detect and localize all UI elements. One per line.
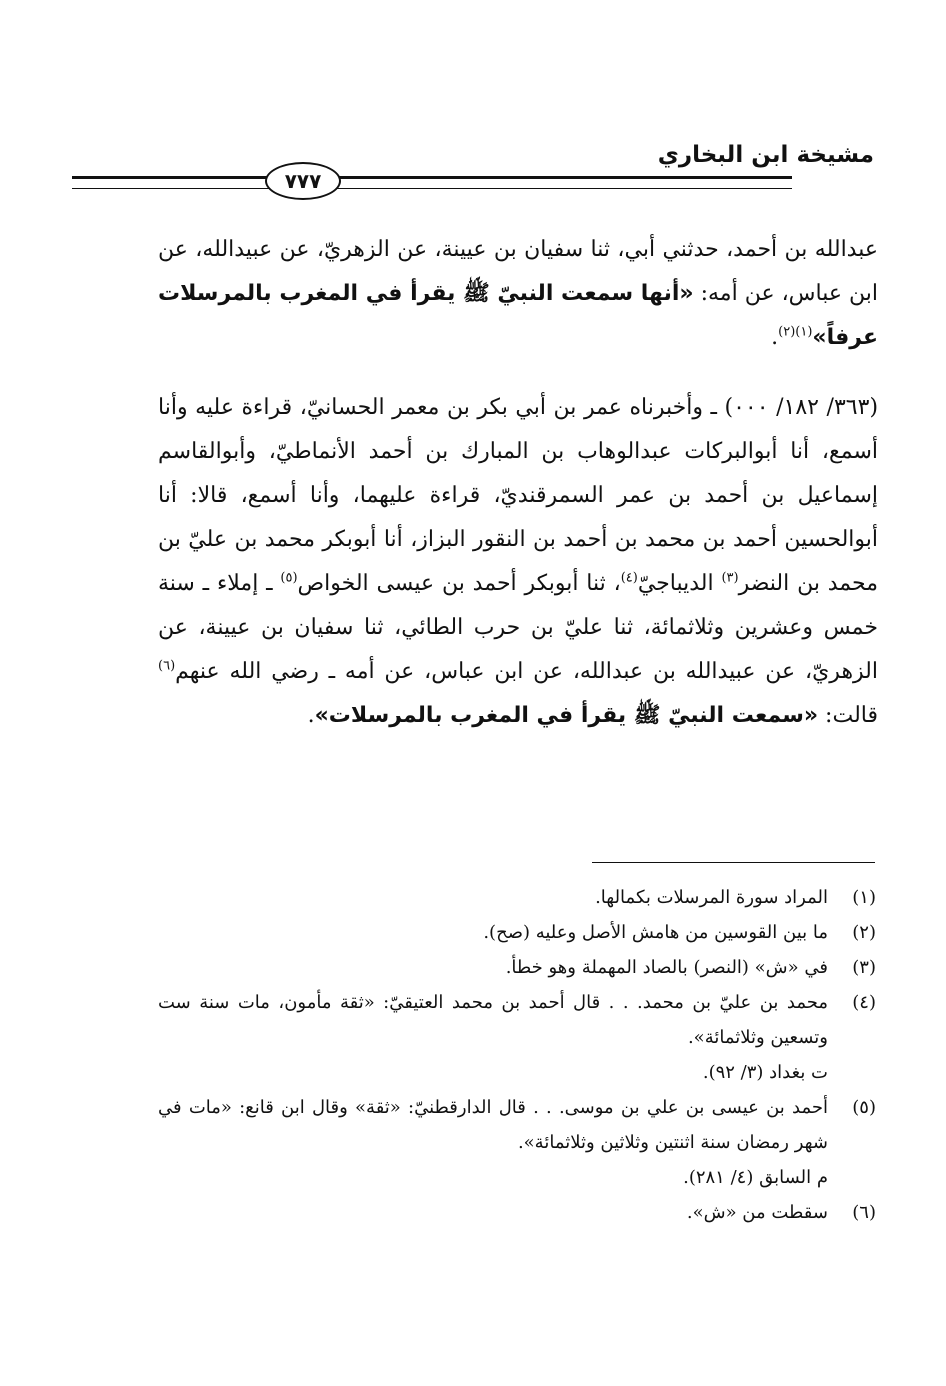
footnote-5 — [158, 1090, 876, 1195]
footnote-3 — [158, 950, 876, 985]
footnote-separator — [592, 862, 875, 863]
paragraph-1-text: عبدالله بن أحمد، حدثني أبي، ثنا سفيان بن عيينة، عن الزهريّ، عن عبيدالله، عن ابن عباس، عن أمه: — [158, 237, 878, 306]
footnote-4 — [158, 985, 876, 1090]
footnote-ref-1: (١) — [795, 324, 813, 340]
paragraph-2-end: . — [307, 703, 315, 728]
footnote-number: (٢) — [852, 922, 876, 943]
book-title: مشيخة ابن البخاري — [657, 142, 874, 168]
footnote-ref-2: (٢) — [778, 324, 796, 340]
footnote-text: سقطت من «ش». — [686, 1202, 828, 1223]
paragraph-2-text-e: قالت: — [818, 703, 878, 728]
footnote-ref-4: (٤) — [620, 570, 638, 586]
paragraph-1 — [158, 228, 878, 360]
main-text — [158, 228, 878, 738]
footnote-source: ت بغداد (٣/ ٩٢). — [702, 1062, 828, 1083]
footnote-text: في «ش» (النصر) بالصاد المهملة وهو خطأ. — [505, 957, 828, 978]
paragraph-1-end: . — [771, 325, 779, 350]
paragraph-2 — [158, 386, 878, 738]
footnote-text: محمد بن عليّ بن محمد. . . قال أحمد بن محمد العتيقيّ: «ثقة مأمون، مات سنة ست وتسعين وثلاثمائة». — [158, 992, 828, 1048]
paragraph-2-text-d: ـ إملاء ـ سنة خمس وعشرين وثلاثمائة، ثنا عليّ بن حرب الطائي، ثنا سفيان بن عيينة، عن الزهريّ، عن عبيدالله بن عبدالله، عن ابن عباس، عن أمه ـ رضي الله عنهم — [158, 571, 878, 684]
footnote-text: ما بين القوسين من هامش الأصل وعليه (صح). — [483, 922, 828, 943]
footnote-number: (٥) — [852, 1097, 876, 1118]
footnote-1 — [158, 880, 876, 915]
footnote-number: (٤) — [852, 992, 876, 1013]
quoted-hadith-1: «أنها سمعت النبيّ ﷺ يقرأ في المغرب بالمرسلات عرفاً» — [158, 281, 878, 350]
footnote-text: أحمد بن عيسى بن علي بن موسى. . . قال الدارقطنيّ: «ثقة» وقال ابن قانع: «مات في شهر رمضان سنة اثنتين وثلاثين وثلاثمائة». — [158, 1097, 828, 1153]
footnote-ref-5: (٥) — [280, 570, 298, 586]
quoted-hadith-2: «سمعت النبيّ ﷺ يقرأ في المغرب بالمرسلات» — [314, 703, 819, 728]
page-number: ٧٧٧ — [265, 162, 341, 200]
footnote-ref-6: (٦) — [158, 658, 176, 674]
footnote-ref-3: (٣) — [721, 570, 739, 586]
header-rule — [72, 176, 792, 189]
footnote-number: (١) — [852, 887, 876, 908]
footnote-source: م السابق (٤/ ٢٨١). — [683, 1167, 828, 1188]
footnote-number: (٣) — [852, 957, 876, 978]
footnotes — [158, 880, 876, 1230]
footnote-6 — [158, 1195, 876, 1230]
footnote-number: (٦) — [852, 1202, 876, 1223]
paragraph-2-text-b: الديباجيّ — [637, 571, 722, 596]
paragraph-2-text-a: (٣٦٣/ ١٨٢/ ٠٠٠) ـ وأخبرناه عمر بن أبي بكر بن معمر الحسانيّ، قراءة عليه وأنا أسمع، أنا أبوالبركات عبدالوهاب بن المبارك بن أحمد الأنماطيّ، وأبوالقاسم إسماعيل بن أحمد بن عمر السمرقنديّ، قراءة عليهما، وأنا أسمع، قالا: أنا أبوالحسين أحمد بن محمد بن أحمد بن النقور البزاز، أنا أبوبكر محمد بن عليّ بن محمد بن النضر — [158, 395, 879, 596]
footnote-text: المراد سورة المرسلات بكمالها. — [595, 887, 828, 908]
footnote-2 — [158, 915, 876, 950]
header-rule-left — [198, 176, 260, 189]
paragraph-2-text-c: ، ثنا أبوبكر أحمد بن عيسى الخواص — [297, 571, 621, 596]
